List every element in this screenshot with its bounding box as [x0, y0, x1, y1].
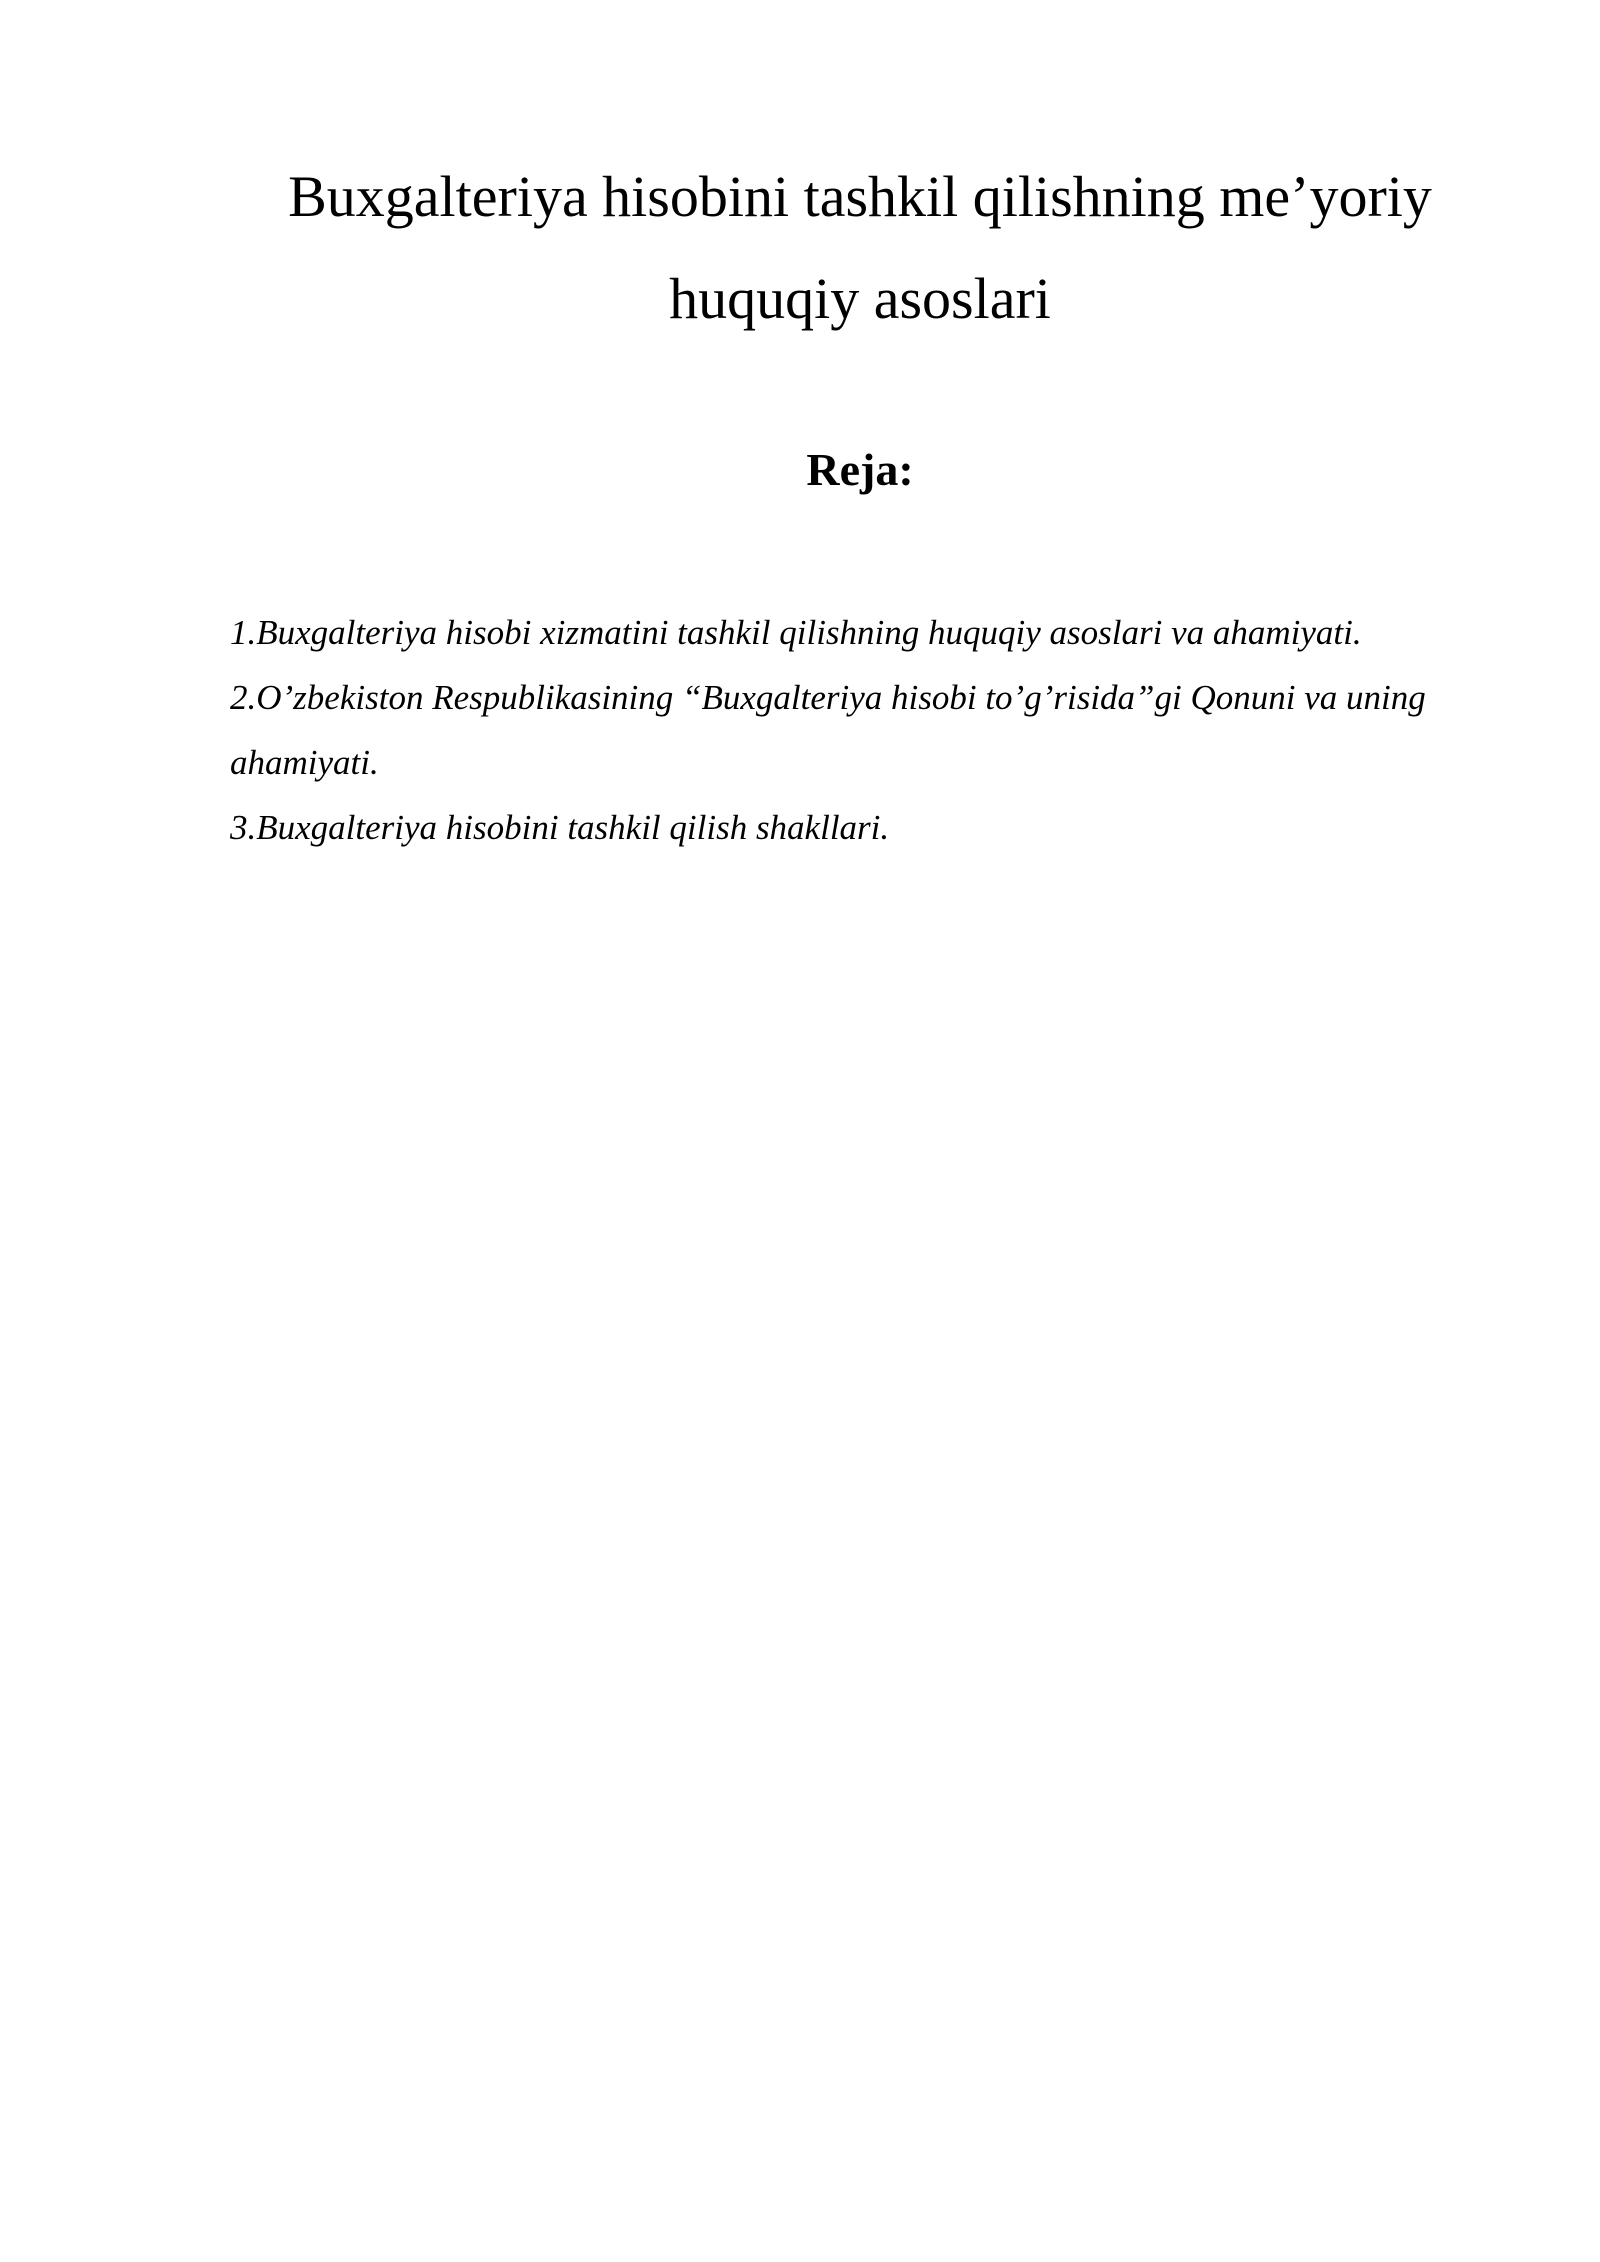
document-title — [230, 146, 1490, 350]
document-title-line-1: Buxgalteriya hisobini tashkil qilishning me’yoriy — [288, 164, 1432, 229]
plan-heading: Reja: — [806, 444, 914, 495]
plan-list — [230, 600, 1470, 860]
plan-item: 1.Buxgalteriya hisobi xizmatini tashkil qilishning huquqiy asoslari va ahamiyati. — [230, 613, 1362, 652]
document-title-line-2: huquqiy asoslari — [669, 266, 1051, 331]
plan-item: 3.Buxgalteriya hisobini tashkil qilish shakllari. — [230, 808, 890, 847]
plan-item: 2.O’zbekiston Respublikasining “Buxgalteriya hisobi to’g’risida”gi Qonuni va uning ahamiyati. — [230, 678, 1426, 782]
